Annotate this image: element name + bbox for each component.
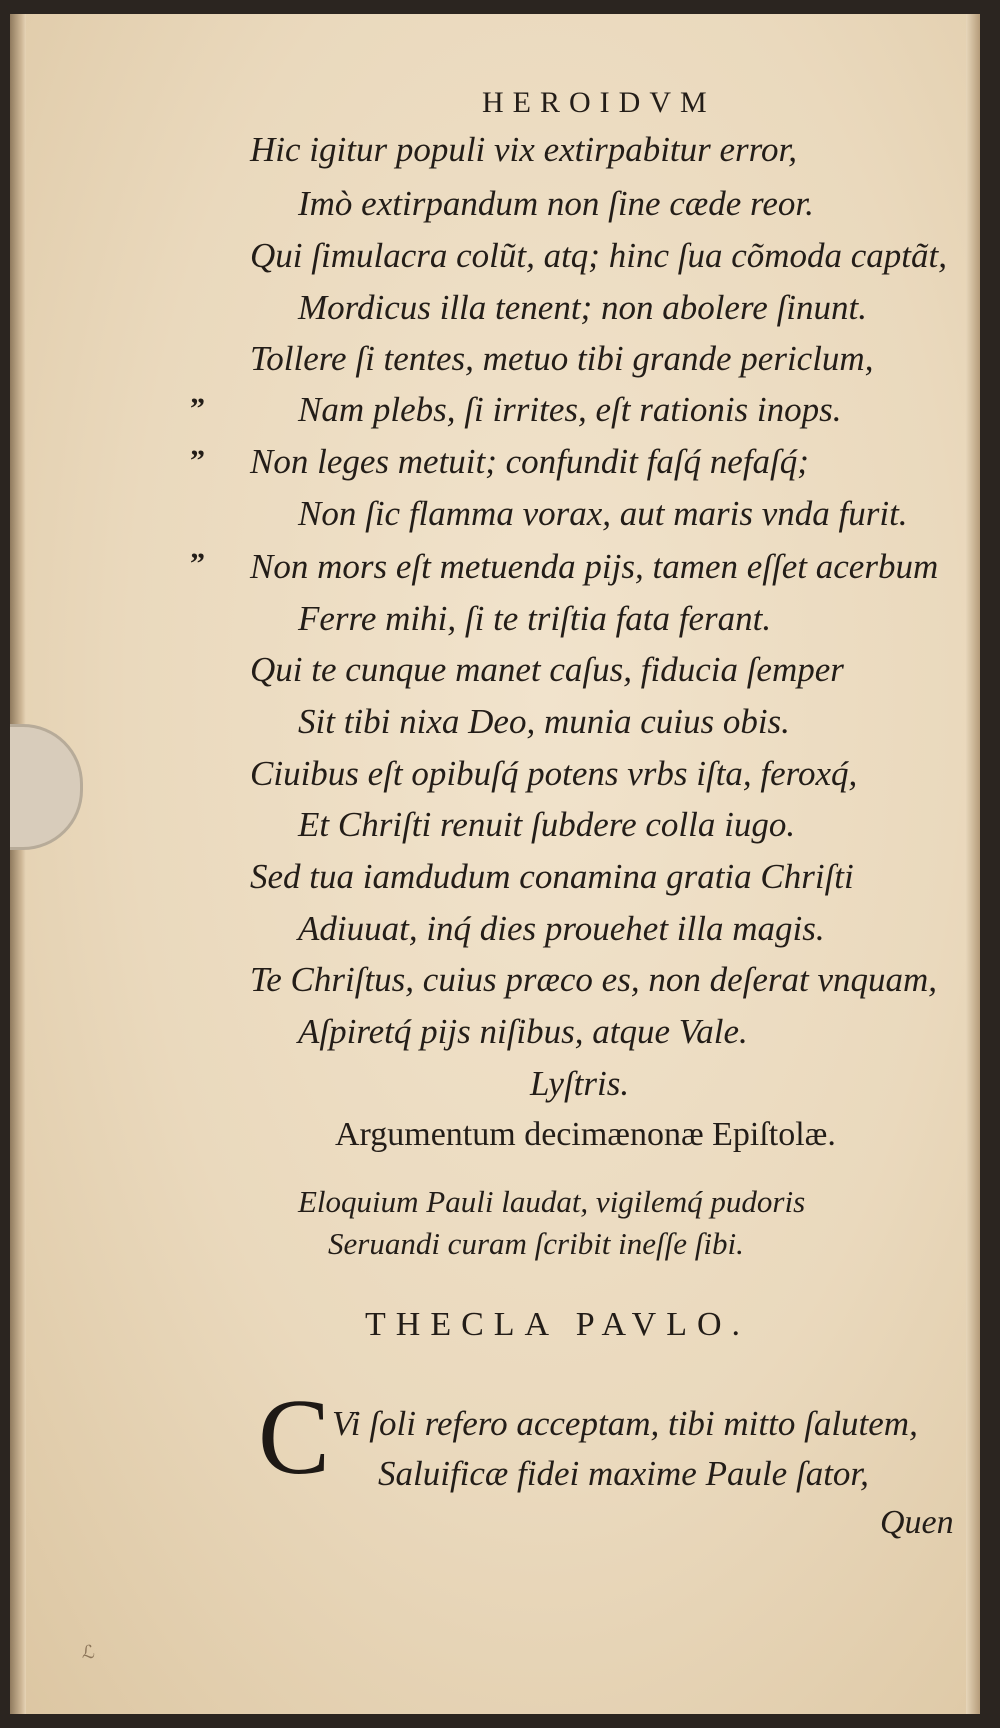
poem-line: Imò extirpandum non ſine cæde reor. [298,184,814,223]
page-clip [10,724,83,850]
quotation-mark: ” [190,547,205,580]
poem-line: Mordicus illa tenent; non abolere ſinunt. [298,288,867,327]
margin-mark: ℒ [82,1642,95,1662]
quotation-mark: ” [190,444,205,477]
opening-line: Saluificæ fidei maxime Paule ſator, [378,1454,869,1493]
poem-line: Et Chriſti renuit ſubdere colla iugo. [298,805,796,844]
poem-line: Hic igitur populi vix extirpabitur error, [250,130,797,169]
poem-line: Non ſic flamma vorax, aut maris vnda furit. [298,494,908,533]
poem-line: Ferre mihi, ſi te triſtia fata ferant. [298,599,772,638]
drop-cap: C [258,1378,331,1497]
opening-line: Vi ſoli refero acceptam, tibi mitto ſalutem, [332,1404,918,1443]
page-gutter [10,14,26,1714]
poem-line: Tollere ſi tentes, metuo tibi grande periclum, [250,339,874,378]
argument-line: Seruandi curam ſcribit ineſſe ſibi. [328,1226,744,1261]
quotation-mark: ” [190,392,205,425]
poem-line: Nam plebs, ſi irrites, eſt rationis inops. [298,390,842,429]
poem-line: Adiuuat, inq́ dies prouehet illa magis. [298,909,825,948]
poem-line: Non mors eſt metuenda pijs, tamen eſſet acerbum [250,547,939,586]
poem-line: Te Chriſtus, cuius præco es, non deſerat vnquam, [250,960,938,999]
catchword: Quen [880,1504,954,1541]
argument-line: Eloquium Pauli laudat, vigilemq́ pudoris [298,1184,806,1219]
poem-line: Ciuibus eſt opibuſq́ potens vrbs iſta, feroxq́, [250,754,858,793]
letter-signature: Lyſtris. [530,1064,630,1103]
poem-line: Aſpiretq́ pijs niſibus, atque Vale. [298,1012,748,1051]
book-page [10,14,980,1714]
poem-line: Sed tua iamdudum conamina gratia Chriſti [250,857,854,896]
running-head: HEROIDVM [482,86,716,119]
epistle-heading: THECLA PAVLO. [365,1306,751,1343]
argument-title: Argumentum decimænonæ Epiſtolæ. [335,1116,836,1153]
poem-line: Non leges metuit; confundit faſq́ nefaſq́; [250,442,809,481]
poem-line: Qui ſimulacra colũt, atq; hinc ſua cõmoda captãt, [250,236,947,275]
poem-line: Qui te cunque manet caſus, fiducia ſemper [250,650,844,689]
page-fore-edge [966,14,980,1714]
poem-line: Sit tibi nixa Deo, munia cuius obis. [298,702,790,741]
